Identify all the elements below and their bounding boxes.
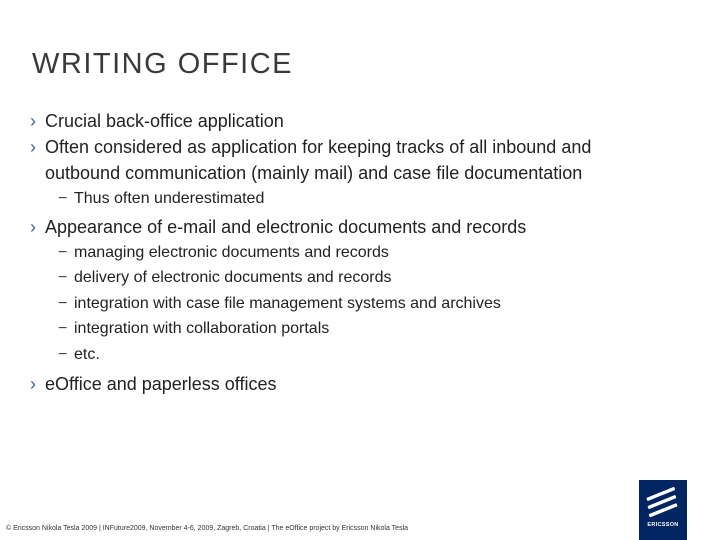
slide-title: WRITING OFFICE	[32, 48, 294, 80]
sub-text: integration with collaboration portals	[74, 320, 330, 337]
bullet-text: Crucial back-office application	[45, 111, 284, 131]
bullet-chevron-icon: ›	[30, 374, 36, 394]
bullet-chevron-icon: ›	[30, 137, 36, 157]
bullet-text-line: outbound communication (mainly mail) and case file documentation	[45, 163, 583, 183]
sub-item	[30, 291, 670, 317]
dash-icon: −	[58, 190, 68, 207]
dash-icon: −	[58, 345, 68, 363]
sub-item	[30, 316, 670, 342]
dash-icon: −	[58, 243, 68, 261]
logo-wordmark: ERICSSON	[647, 522, 679, 528]
bullet-item	[30, 214, 670, 240]
bullet-chevron-icon: ›	[30, 111, 36, 131]
sub-text: integration with case file management systems and archives	[74, 294, 501, 312]
bullet-chevron-icon: ›	[30, 216, 36, 237]
slide-footer: © Ericsson Nikola Tesla 2009 | INFuture2009, November 4-6, 2009, Zagreb, Croatia | The eOffice project by Ericsson Nikola Tesla	[6, 525, 409, 532]
dash-icon: −	[58, 269, 68, 286]
bullet-text: eOffice and paperless offices	[45, 374, 277, 394]
bullet-item	[30, 108, 670, 134]
sub-text: managing electronic documents and records	[74, 243, 389, 261]
bullet-text-line: Often considered as application for keeping tracks of all inbound and	[45, 137, 592, 157]
bullet-item	[30, 371, 670, 397]
ericsson-logo-icon	[639, 480, 687, 522]
slide-content	[30, 108, 670, 397]
sub-item	[30, 240, 670, 266]
sub-item	[30, 186, 670, 212]
bullet-text: Appearance of e-mail and electronic documents and records	[45, 216, 527, 237]
dash-icon: −	[58, 320, 68, 337]
sub-list	[30, 240, 670, 368]
ericsson-logo	[639, 480, 687, 540]
sub-item	[30, 265, 670, 291]
dash-icon: −	[58, 294, 68, 312]
sub-item	[30, 342, 670, 368]
sub-text: delivery of electronic documents and records	[74, 269, 392, 286]
sub-text: Thus often underestimated	[74, 190, 265, 207]
bullet-item	[30, 134, 670, 186]
sub-text: etc.	[74, 345, 100, 363]
sub-list	[30, 186, 670, 212]
